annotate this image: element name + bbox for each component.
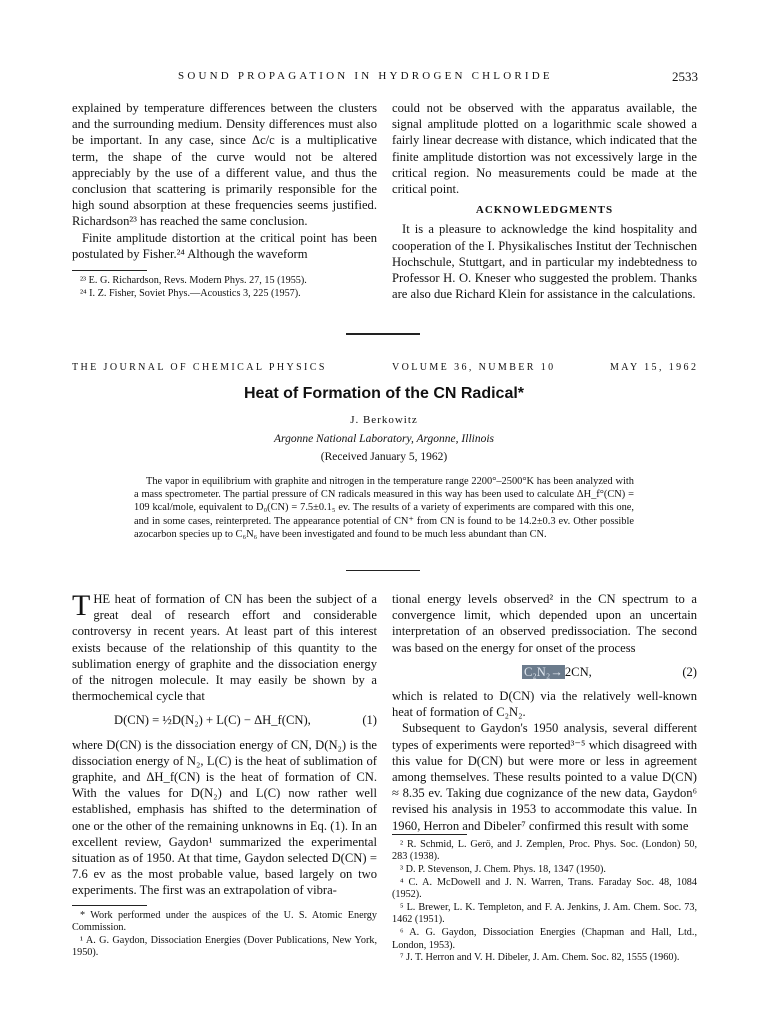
journal-name: THE JOURNAL OF CHEMICAL PHYSICS — [72, 362, 327, 373]
abstract-divider — [346, 570, 420, 571]
article-author: J. Berkowitz — [350, 414, 418, 426]
footnote-rule — [72, 905, 147, 906]
section-heading: ACKNOWLEDGMENTS — [475, 204, 614, 217]
equation-2 — [392, 664, 697, 680]
paragraph: HE heat of formation of CN has been the subject of a great deal of research effort and considerable controversy in recent years. At least part of this interest exists because of the relationship of this quantity to the sublimation energy of graphite and the dissociation energy of the nitrogen molecule. It may easily be shown by a thermochemical cycle that — [72, 592, 377, 704]
paragraph: It is a pleasure to acknowledge the kind hospitality and cooperation of the I. Physikalisches Institut der Technischen Hochschule, Stuttgart, and in particular my indebtedness to Professor H. O. Kneser who suggested the problem. Thanks are also due Richard Klein for assistance in the calculations. — [392, 222, 697, 302]
footnote: ²⁴ I. Z. Fisher, Soviet Phys.—Acoustics 3, 225 (1957). — [80, 287, 301, 299]
page-number: 2533 — [672, 69, 698, 84]
paragraph: explained by temperature differences between the clusters and the surrounding medium. Density differences must also be important. In any case, since Δc/c is a multiplicative term, the shape of the curve would not be altered appreciably by the use of a different value, and thus the conclusion that scattering is primarily responsible for the high sound absorption at these frequencies seems justified. Richardson²³ has reached the same conclusion. — [72, 101, 377, 229]
article-divider — [346, 333, 420, 335]
footnote-rule — [72, 270, 147, 271]
footnote: ⁵ L. Brewer, L. K. Templeton, and F. A. Jenkins, J. Am. Chem. Soc. 73, 1462 (1951). — [392, 901, 697, 926]
equation-highlight: C₂N₂→ — [524, 664, 563, 679]
footnote: ⁷ J. T. Herron and V. H. Dibeler, J. Am. Chem. Soc. 82, 1555 (1960). — [400, 952, 680, 964]
article-affiliation: Argonne National Laboratory, Argonne, Illinois — [274, 433, 494, 445]
paragraph: Subsequent to Gaydon's 1950 analysis, several different types of experiments were reported³⁻⁵ which disagreed with this value for D(CN) but were more or less in agreement among themselves. These results pointed to a value D(CN) ≈ 8.35 ev. Taking due cognizance of the new data, Gaydon⁶ revised his analysis in 1953 to accommodate this value. In 1960, Herron and Dibeler⁷ confirmed this result with some — [392, 721, 697, 833]
journal-volume: VOLUME 36, NUMBER 10 — [392, 362, 556, 373]
body-column-left — [72, 591, 377, 960]
running-head: SOUND PROPAGATION IN HYDROGEN CHLORIDE — [178, 70, 553, 82]
footnote: ²³ E. G. Richardson, Revs. Modern Phys. 27, 15 (1955). — [80, 275, 307, 287]
body-column-right — [392, 591, 697, 965]
journal-date: MAY 15, 1962 — [610, 362, 699, 373]
footnote: ³ D. P. Stevenson, J. Chem. Phys. 18, 1347 (1950). — [400, 864, 606, 876]
received-date: (Received January 5, 1962) — [320, 451, 448, 463]
paragraph: Finite amplitude distortion at the critical point has been postulated by Fisher.²⁴ Although the waveform — [72, 230, 377, 261]
equation-number: (2) — [682, 664, 697, 679]
paragraph: tional energy levels observed² in the CN spectrum to a convergence limit, which depended upon an uncertain interpretation of an observed predissociation. The second was based on the energy for onset of the process — [392, 592, 697, 655]
footnote: ⁴ C. A. McDowell and J. N. Warren, Trans. Faraday Soc. 48, 1084 (1952). — [392, 876, 697, 901]
footnote: ¹ A. G. Gaydon, Dissociation Energies (Dover Publications, New York, 1950). — [72, 934, 377, 959]
paragraph: which is related to D(CN) via the relatively well-known heat of formation of C₂N₂. — [392, 689, 697, 720]
equation-text: D(CN) = ½D(N₂) + L(C) − ΔH_f(CN), — [114, 713, 311, 728]
paragraph: could not be observed with the apparatus available, the signal amplitude plotted on a logarithmic scale showed a fairly linear decrease with distance, which indicated that the finite amplitude distortion was not excessively large in the critical region. No measurements could be made at the critical point. — [392, 101, 697, 197]
equation-1 — [72, 712, 377, 728]
paragraph: where D(CN) is the dissociation energy of CN, D(N₂) is the dissociation energy of N₂, L(C) is the heat of sublimation of graphite, and ΔH_f(CN) is the heat of formation of CN. With the values for D(N₂) and L(C) now rather well established, emphasis has shifted to the determination of one or the other of the remaining unknowns in Eq. (1). In an excellent review, Gaydon¹ summarized the experimental situation as of 1950. At that time, Gaydon selected D(CN) = 7.6 ev as the most probable value, based largely on two experiments. The first was an extrapolation of vibra- — [72, 737, 377, 898]
footnote: ² R. Schmid, L. Gerö, and J. Zemplen, Proc. Phys. Soc. (London) 50, 283 (1938). — [392, 838, 697, 863]
prev-article-column-left — [72, 100, 377, 300]
footnote-rule — [392, 834, 467, 835]
abstract: The vapor in equilibrium with graphite and nitrogen in the temperature range 2200°–2500°K has been analyzed with a mass spectrometer. The partial pressure of CN radicals measured in this way has been used to calculate ΔH_f°(CN) = 109 kcal/mole, equivalent to D₀(CN) = 7.5±0.1₅ ev. The results of a variety of experiments are compared with this one, and in some cases, reinterpreted. The appearance potential of CN⁺ from CN is found to be 14.2±0.3 ev. Other possible azocarbon species up to C₆N₆ have been investigated and found to be much less abundant than CN. — [134, 476, 634, 540]
article-title: Heat of Formation of the CN Radical* — [243, 385, 525, 402]
equation-number: (1) — [362, 713, 377, 728]
footnote: ⁶ A. G. Gaydon, Dissociation Energies (Chapman and Hall, Ltd., London, 1953). — [392, 927, 697, 951]
footnote: * Work performed under the auspices of the U. S. Atomic Energy Commission. — [72, 909, 377, 934]
equation-text: 2CN, — [564, 664, 592, 679]
drop-cap: T — [72, 589, 91, 622]
prev-article-column-right — [392, 100, 697, 302]
